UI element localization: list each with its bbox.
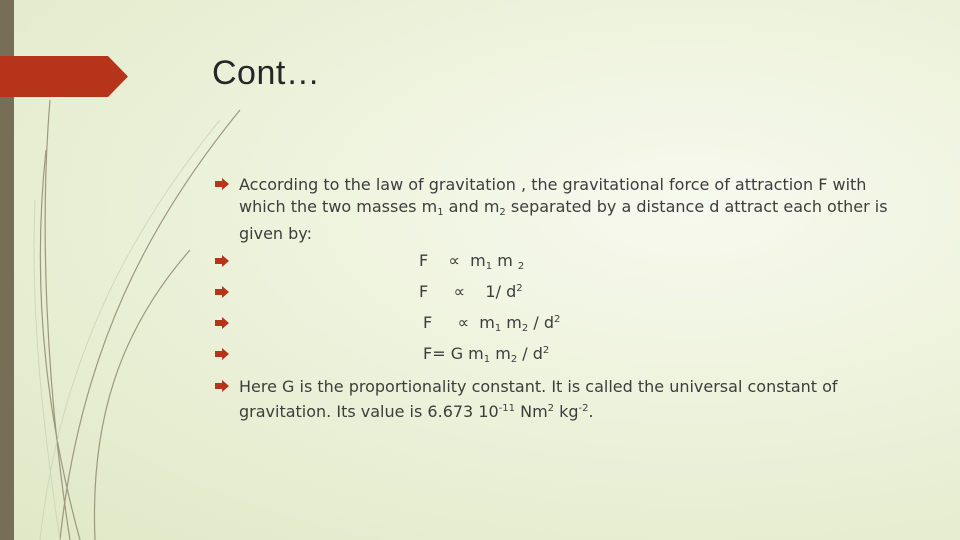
equation: F ∝ 1/ $d^2$ [419, 282, 523, 301]
bullet-arrow-icon [215, 317, 229, 329]
bullet-arrow-icon [215, 380, 229, 392]
bullet-text: According to the law of gravitation , the gravitational force of attraction F with which the two masses $m_1$ and $m_2$ separated by a distance d attract each other is given by: [239, 175, 888, 243]
equation: F= G $m_1$ $m_2 / d^2$ [423, 344, 550, 365]
equation: F ∝ $m_1$ $m_2 / d^2$ [423, 313, 561, 334]
bullet-arrow-icon [215, 286, 229, 298]
bullet-arrow-icon [215, 178, 229, 190]
bullet-arrow-icon [215, 255, 229, 267]
slide-title: Cont… [212, 54, 321, 92]
equation: F ∝ $m_1$ m $_2$ [419, 251, 525, 272]
title-accent-arrow [0, 56, 128, 97]
bullet-arrow-icon [215, 348, 229, 360]
bullet-text: Here G is the proportionality constant. It is called the universal constant of gravitation. Its value is 6.673 $10^{-11}$ Nm$^2$ $kg^{-2}$. [239, 377, 838, 421]
